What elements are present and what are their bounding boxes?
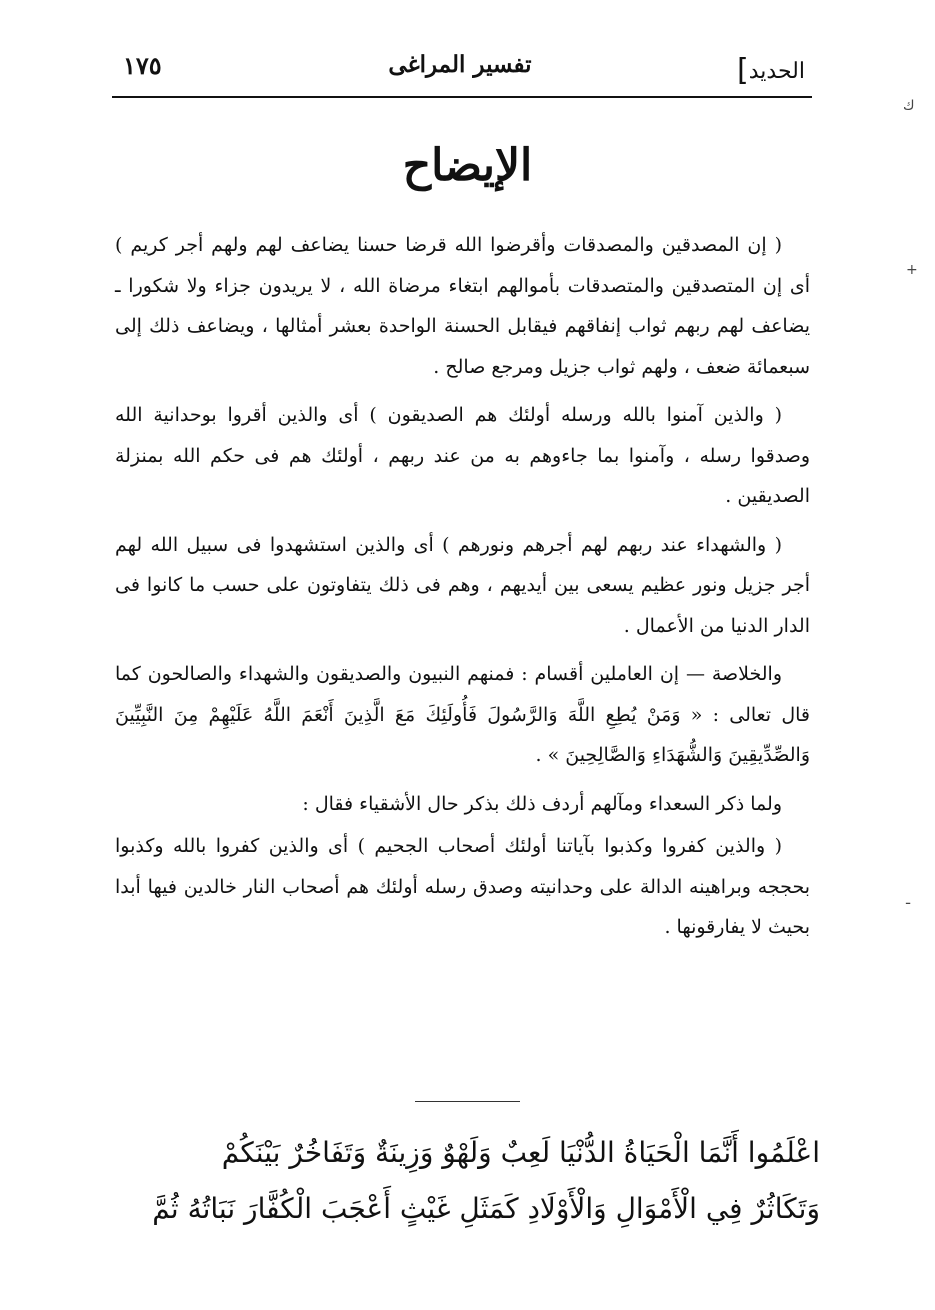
verse-line-1: اعْلَمُوا أَنَّمَا الْحَيَاةُ الدُّنْيَا لَعِبٌ وَلَهْوٌ وَزِينَةٌ وَتَفَاخُرٌ بَيْنَكُمْ (221, 1136, 820, 1169)
paragraph-2: ( والذين آمنوا بالله ورسله أولئك هم الصديقون ) أى والذين أقروا بوحدانية الله وصدقوا رسله ، وآمنوا بما جاءوهم به من عند ربهم ، أولئك هم فى حكم الله بمنزلة الصديقين . (115, 404, 810, 507)
book-title: تفسير المراغى (388, 51, 532, 78)
header-bracket: ] (737, 53, 749, 88)
running-header (115, 45, 805, 95)
verse-line-2: وَتَكَاثُرٌ فِي الْأَمْوَالِ وَالْأَوْلَادِ كَمَثَلِ غَيْثٍ أَعْجَبَ الْكُفَّارَ نَبَاتُهُ ثُمَّ (152, 1192, 820, 1225)
margin-mark: + (906, 262, 918, 278)
quran-verse (105, 1125, 820, 1237)
header-rule (112, 96, 812, 98)
section-separator (415, 1101, 520, 1102)
paragraph-5: ولما ذكر السعداء ومآلهم أردف ذلك بذكر حال الأشقياء فقال : (302, 792, 782, 815)
paragraph-3: ( والشهداء عند ربهم لهم أجرهم ونورهم ) أى والذين استشهدوا فى سبيل الله لهم أجر جزيل ونور عظيم يسعى بين أيديهم ، وهم فى ذلك يتفاوتون على حسب ما كانوا فى الدار الدنيا من الأعمال . (115, 533, 810, 637)
paragraph-1: ( إن المصدقين والمصدقات وأقرضوا الله قرضا حسنا يضاعف لهم ولهم أجر كريم ) أى إن المتصدقين والمتصدقات بأموالهم ابتغاء مرضاة الله ، لا يريدون جزاء ولا شكورا ـ يضاعف لهم ربهم ثواب إنفاقهم فيقابل الحسنة الواحدة بعشر أمثالها ، ويضاعف ذلك إلى سبعمائة ضعف ، ولهم ثواب جزيل ومرجع صالح . (115, 234, 810, 378)
margin-mark: ك (903, 98, 915, 114)
margin-mark: ـ (906, 892, 911, 908)
page-number: ١٧٥ (123, 51, 162, 80)
paragraph-4: والخلاصة — إن العاملين أقسام : فمنهم النبيون والصديقون والشهداء والصالحون كما قال تعالى : « وَمَنْ يُطِعِ اللَّهَ وَالرَّسُولَ فَأُولَئِكَ مَعَ الَّذِينَ أَنْعَمَ اللَّهُ عَلَيْهِمْ مِنَ النَّبِيِّينَ وَالصِّدِّيقِينَ وَالشُّهَدَاءِ وَالصَّالِحِينَ » . (115, 663, 810, 766)
commentary-text (115, 225, 810, 956)
section-title: الإيضاح (402, 140, 533, 191)
surah-name: الحديد (748, 59, 805, 84)
paragraph-6: ( والذين كفروا وكذبوا بآياتنا أولئك أصحاب الجحيم ) أى والذين كفروا بالله وكذبوا بحججه وبراهينه الدالة على وحدانيته وصدق رسله أولئك هم أصحاب النار خالدين فيها أبدا بحيث لا يفارقونها . (115, 835, 810, 938)
